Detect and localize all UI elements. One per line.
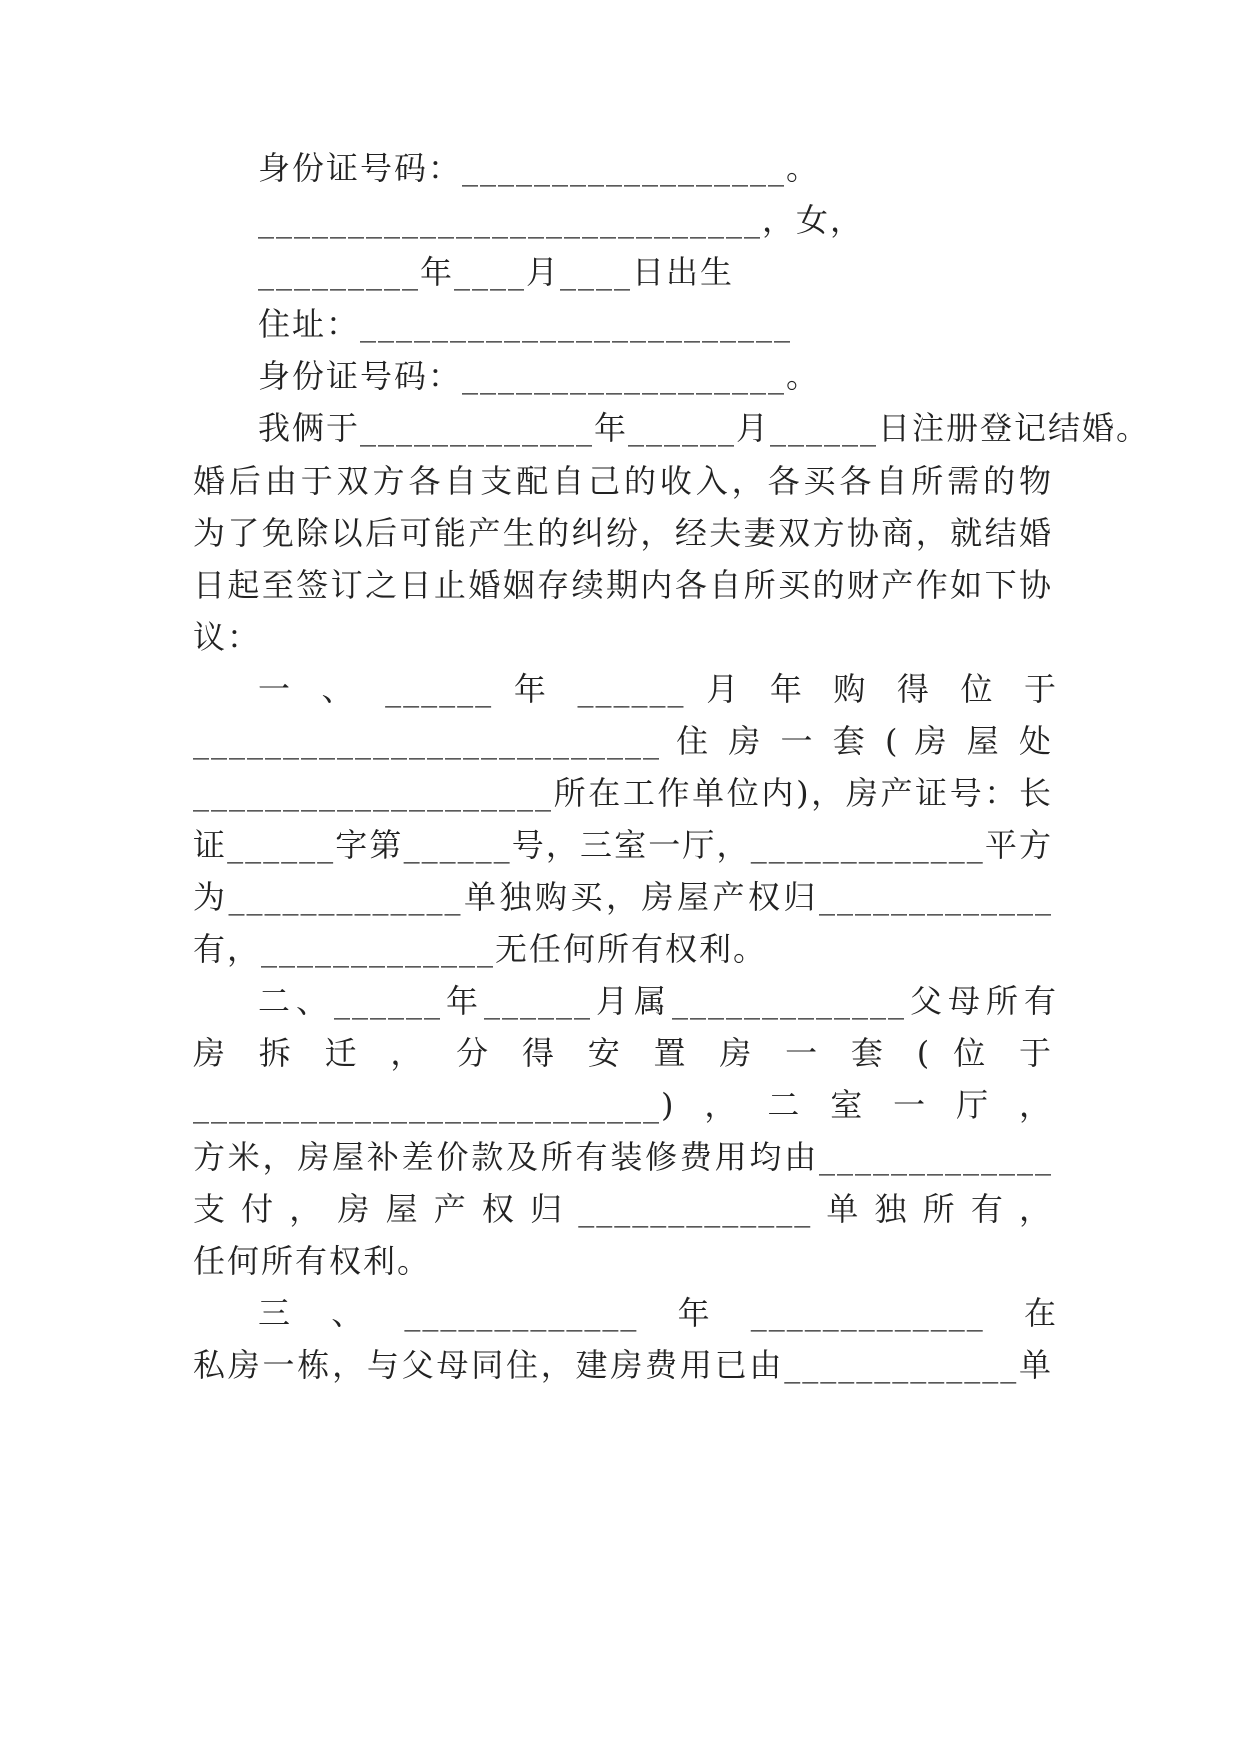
clause-one-line: __________________________ 住 房 一 套 ( 房 屋 处: [193, 722, 1053, 760]
id-number-line-2: 身份证号码：__________________。: [258, 357, 821, 395]
clause-one-line: 证______字第______号，三室一厅，_____________平方: [193, 826, 1053, 864]
clause-one-line: 为_____________单独购买，房屋产权归_____________: [193, 878, 1053, 916]
address-line: 住址：________________________: [258, 305, 793, 343]
id-number-line-1: 身份证号码：__________________。: [258, 149, 821, 187]
clause-three-line: 私房一栋，与父母同住，建房费用已由_____________单: [193, 1346, 1053, 1384]
clause-two-line: 任何所有权利。: [193, 1242, 432, 1280]
clause-two-line: __________________________)，二室一厅，: [193, 1086, 1053, 1124]
clause-three-line: 三、_____________年_____________在: [258, 1294, 1058, 1332]
paragraph-line: 日起至签订之日止婚姻存续期内各自所买的财产作如下协: [193, 566, 1053, 604]
clause-two-line: 支付，房屋产权归_____________单独所有，: [193, 1190, 1053, 1228]
clause-one-line: 一 、 ______ 年 ______ 月 年 购 得 位 于: [258, 670, 1058, 708]
marriage-registration-line: 我俩于_____________年______月______日注册登记结婚。: [258, 409, 1151, 447]
clause-one-line: ____________________所在工作单位内)，房产证号：长: [193, 774, 1053, 812]
paragraph-line: 议：: [193, 618, 262, 656]
party-female-line: ____________________________，女，: [258, 201, 865, 239]
clause-one-line: 有，_____________无任何所有权利。: [193, 930, 768, 968]
paragraph-line: 为了免除以后可能产生的纠纷，经夫妻双方协商，就结婚: [193, 514, 1053, 552]
clause-two-line: 房 拆 迁 ， 分 得 安 置 房 一 套 ( 位 于: [193, 1034, 1053, 1072]
clause-two-line: 方米，房屋补差价款及所有装修费用均由_____________: [193, 1138, 1053, 1176]
birth-date-line: _________年____月____日出生: [258, 253, 735, 291]
paragraph-line: 婚后由于双方各自支配自己的收入，各买各自所需的物: [193, 462, 1053, 500]
clause-two-line: 二、______年______月属_____________父母所有: [258, 982, 1058, 1020]
